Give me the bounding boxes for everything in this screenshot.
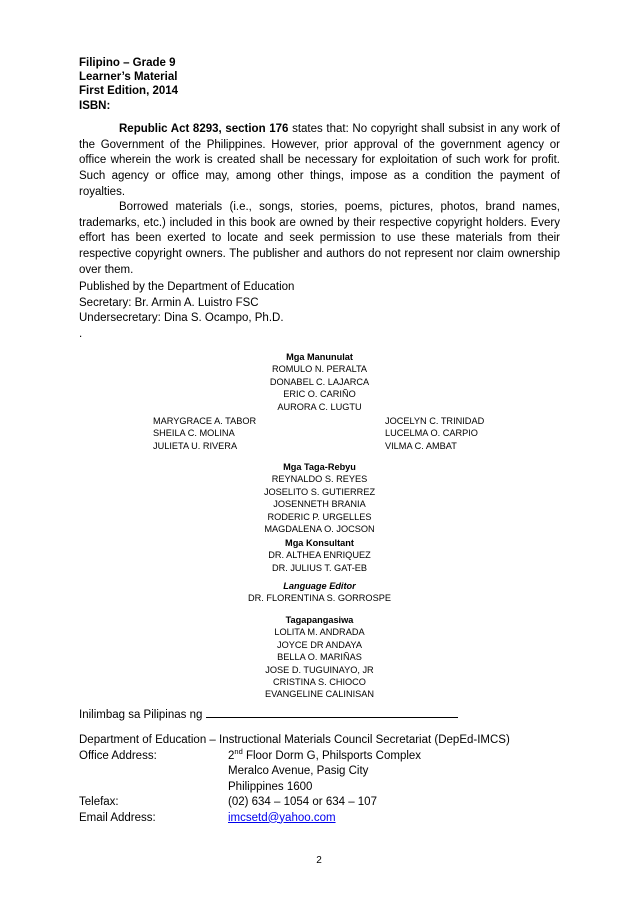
publisher-info xyxy=(79,280,294,342)
office-address-rest: Floor Dorm G, Philsports Complex xyxy=(242,749,422,762)
email-link[interactable]: imcsetd@yahoo.com xyxy=(228,811,336,824)
telefax-label: Telefax: xyxy=(79,796,119,808)
reviewer-name: RODERIC P. URGELLES xyxy=(267,511,372,522)
reviewers-heading: Mga Taga-Rebyu xyxy=(283,462,356,472)
undersecretary-line: Undersecretary: Dina S. Ocampo, Ph.D. xyxy=(79,312,284,325)
editor-name: DR. FLORENTINA S. GORROSPE xyxy=(248,593,391,604)
email-row xyxy=(79,811,510,827)
management-name: LOLITA M. ANDRADA xyxy=(274,627,365,638)
reviewer-name: MAGDALENA O. JOCSON xyxy=(264,524,375,535)
consultant-name: DR. ALTHEA ENRIQUEZ xyxy=(268,550,371,561)
telefax-row xyxy=(79,795,510,811)
writer-name: ROMULO N. PERALTA xyxy=(271,364,368,375)
office-address-row-3 xyxy=(79,780,510,796)
writers-block xyxy=(79,351,560,413)
page-number: 2 xyxy=(316,855,322,866)
copyright-text: states that: No copyright shall subsist in any work of the Government of the Philippines. However, prior approval of the government agency or office wherein the work is created shall be necessary for exploitation of such work for profit. Such agency or office may, among other things, impose as a condition the payment of royalties. xyxy=(79,123,561,198)
book-title: Filipino – Grade 9 xyxy=(79,57,176,69)
printed-in-label: Inilimbag sa Pilipinas ng xyxy=(79,709,203,721)
editor-block xyxy=(79,580,560,605)
office-address-row-2 xyxy=(79,764,510,780)
borrowed-materials-paragraph: Borrowed materials (i.e., songs, stories, poems, pictures, photos, brand names, trademarks, etc.) included in this book are owned by their respective copyright holders. Every effort has been exerted to locate and seek permission to use these materials from their respective copyright owners. The publisher and authors do not represent nor claim ownership over them. xyxy=(79,201,560,276)
email-label: Email Address: xyxy=(79,811,156,824)
material-type: Learner’s Material xyxy=(79,71,178,84)
floor-number: 2 xyxy=(228,749,235,762)
floor-ordinal: nd xyxy=(234,746,243,756)
writer-name: VILMA C. AMBAT xyxy=(385,440,457,451)
writer-name: AURORA C. LUGTU xyxy=(277,401,362,412)
book-header xyxy=(79,56,178,113)
publisher-dot: . xyxy=(79,327,83,340)
office-address-label: Office Address: xyxy=(79,749,157,762)
reviewer-name: JOSENNETH BRANIA xyxy=(273,499,366,510)
writer-name: MARYGRACE A. TABOR xyxy=(153,416,257,426)
management-name: JOSE D. TUGUINAYO, JR xyxy=(265,664,374,675)
reviewer-name: REYNALDO S. REYES xyxy=(271,474,368,485)
writer-name: SHEILA C. MOLINA xyxy=(153,428,235,439)
management-heading: Tagapangasiwa xyxy=(285,615,354,625)
office-address-line1 xyxy=(228,746,422,765)
secretary-line: Secretary: Br. Armin A. Luistro FSC xyxy=(79,296,259,309)
writers-heading: Mga Manunulat xyxy=(286,352,353,362)
reviewers-block xyxy=(79,461,560,535)
writer-name: DONABEL C. LAJARCA xyxy=(269,376,370,387)
contact-info xyxy=(79,733,510,826)
writers-left-column xyxy=(153,415,256,452)
department-name: Department of Education – Instructional Materials Council Secretariat (DepEd-IMCS) xyxy=(79,734,510,746)
office-address-row xyxy=(79,746,510,765)
consultants-block xyxy=(79,537,560,574)
reviewer-name: JOSELITO S. GUTIERREZ xyxy=(263,486,376,497)
office-address-line3: Philippines 1600 xyxy=(228,780,313,793)
consultant-name: DR. JULIUS T. GAT-EB xyxy=(271,562,368,573)
copyright-paragraph xyxy=(79,122,560,201)
writer-name: JOCELYN C. TRINIDAD xyxy=(385,416,485,426)
management-name: CRISTINA S. CHIOCO xyxy=(273,677,366,688)
management-name: EVANGELINE CALINISAN xyxy=(264,689,375,700)
management-block xyxy=(79,614,560,701)
edition: First Edition, 2014 xyxy=(79,85,179,98)
isbn-label: ISBN: xyxy=(79,99,111,112)
management-name: BELLA O. MARIÑAS xyxy=(277,652,362,663)
department-line xyxy=(79,733,510,749)
republic-act-reference: Republic Act 8293, section 176 xyxy=(119,123,289,135)
blank-underline xyxy=(206,706,458,718)
publisher-line: Published by the Department of Education xyxy=(79,281,295,293)
office-address-line2: Meralco Avenue, Pasig City xyxy=(228,765,369,777)
editor-heading: Language Editor xyxy=(283,581,356,591)
writers-right-column xyxy=(385,415,484,452)
printed-in-line xyxy=(79,706,458,721)
writer-name: JULIETA U. RIVERA xyxy=(153,440,238,451)
telefax-value: (02) 634 – 1054 or 634 – 107 xyxy=(228,796,377,808)
management-name: JOYCE DR ANDAYA xyxy=(277,639,362,650)
writer-name: ERIC O. CARIÑO xyxy=(283,389,356,400)
writer-name: LUCELMA O. CARPIO xyxy=(385,428,478,439)
consultants-heading: Mga Konsultant xyxy=(285,538,354,548)
